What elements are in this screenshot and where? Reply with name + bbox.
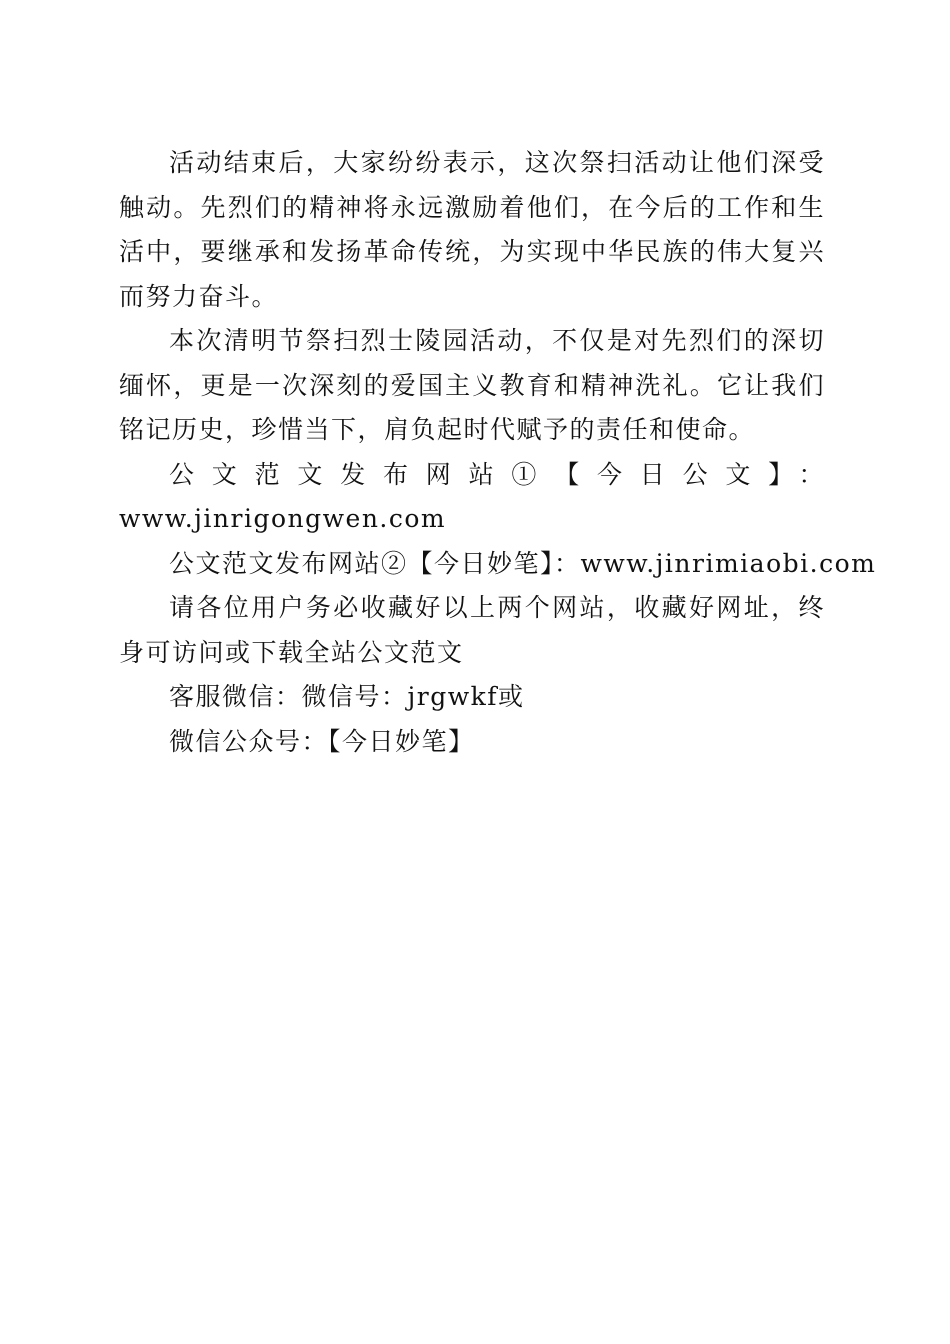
document-body: [119, 141, 877, 764]
service-wechat: 客服微信：微信号：jrgwkf或: [169, 682, 525, 711]
site2-line[interactable]: 公文范文发布网站②【今日妙笔】：www.jinrimiaobi.com: [169, 548, 877, 578]
paragraph-summary: 本次清明节祭扫烈士陵园活动，不仅是对先烈们的深切缅怀，更是一次深刻的爱国主义教育和精神洗礼。它让我们铭记历史，珍惜当下，肩负起时代赋予的责任和使命。: [119, 326, 825, 444]
official-account: 微信公众号：【今日妙笔】: [169, 726, 475, 756]
site1-label: 公文范文发布网站①【今日公文】：: [169, 459, 825, 489]
bookmark-notice: 请各位用户务必收藏好以上两个网站，收藏好网址，终身可访问或下载全站公文范文: [119, 593, 825, 667]
paragraph-activity-end: 活动结束后，大家纷纷表示，这次祭扫活动让他们深受触动。先烈们的精神将永远激励着他们，在今后的工作和生活中，要继承和发扬革命传统，为实现中华民族的伟大复兴而努力奋斗。: [119, 148, 825, 311]
site1-url[interactable]: www.jinrigongwen.com: [119, 504, 447, 533]
